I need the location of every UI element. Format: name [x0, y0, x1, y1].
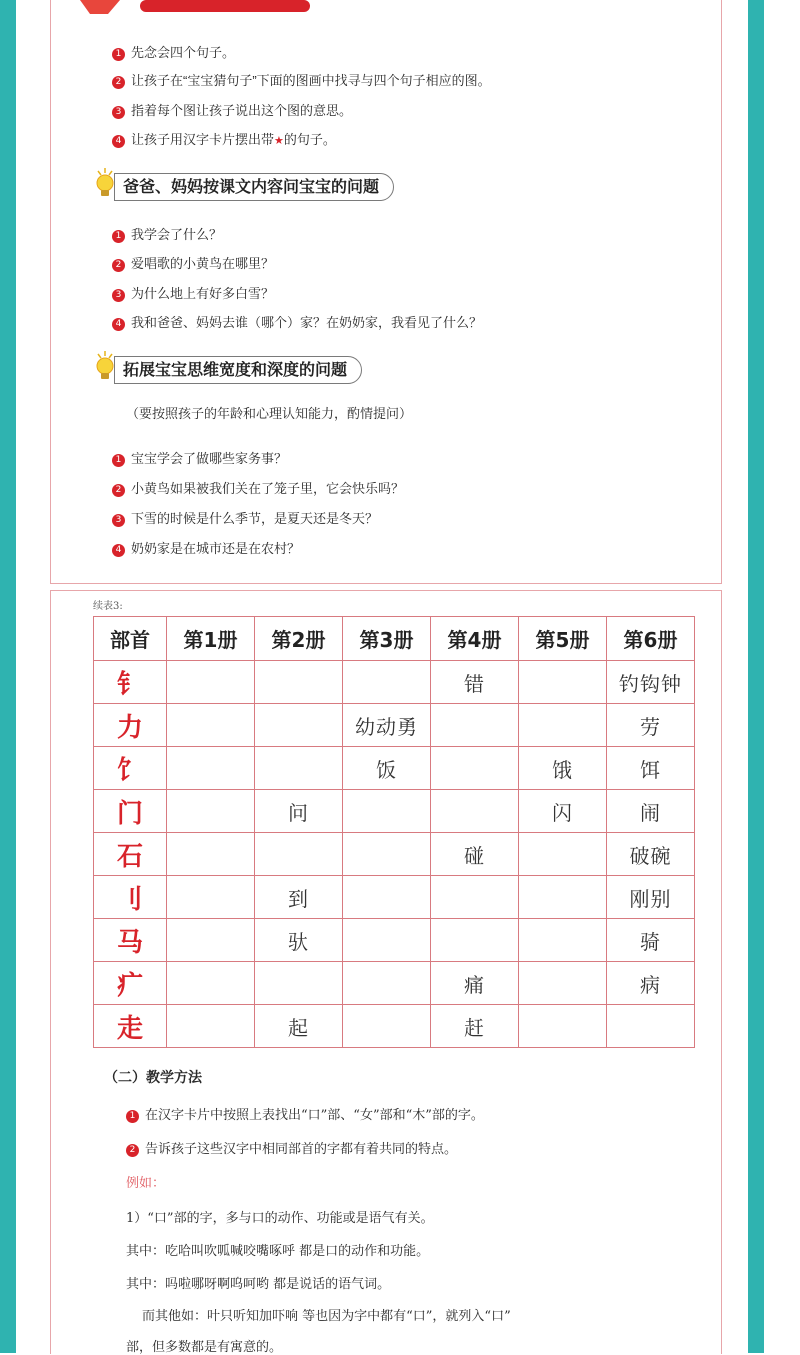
table-cell	[343, 919, 431, 962]
table-cell	[167, 962, 255, 1005]
table-row	[94, 1005, 695, 1048]
table-cell	[167, 790, 255, 833]
table-cell: 错	[431, 661, 519, 704]
table-cell	[343, 1005, 431, 1048]
table-cell	[519, 1005, 607, 1048]
table-cell	[519, 704, 607, 747]
table-cell: 赶	[431, 1005, 519, 1048]
table-cell: 驮	[255, 919, 343, 962]
table-cell	[431, 919, 519, 962]
list-item: 2 告诉孩子这些汉字中相同部首的字都有着共同的特点。	[126, 1138, 457, 1157]
table-cell: 劳	[607, 704, 695, 747]
table-row	[94, 747, 695, 790]
table-cell: 饿	[519, 747, 607, 790]
table-cell	[255, 962, 343, 1005]
table-header: 第3册	[343, 617, 431, 661]
number-badge: 4	[112, 135, 125, 148]
table-cell	[519, 661, 607, 704]
table-cell	[431, 747, 519, 790]
table-cell: 起	[255, 1005, 343, 1048]
number-badge: 2	[112, 259, 125, 272]
number-badge: 3	[112, 289, 125, 302]
table-cell	[167, 1005, 255, 1048]
table-cell: 饵	[607, 747, 695, 790]
table-cell	[167, 833, 255, 876]
radical-cell: 走	[94, 1005, 167, 1048]
table-cell: 饭	[343, 747, 431, 790]
list-item: 4 让孩子用汉字卡片摆出带★的句子。	[112, 129, 336, 148]
table-cell	[343, 876, 431, 919]
radical-cell: 钅	[94, 661, 167, 704]
table-row	[94, 876, 695, 919]
list-item: 3 指着每个图让孩子说出这个图的意思。	[112, 100, 352, 119]
table-cell: 碰	[431, 833, 519, 876]
table-cell	[255, 833, 343, 876]
star-icon: ★	[274, 135, 284, 147]
table-cell	[343, 962, 431, 1005]
table-cell: 幼动勇	[343, 704, 431, 747]
table-cell: 闪	[519, 790, 607, 833]
list-item: 1 先念会四个句子。	[112, 42, 235, 61]
number-badge: 4	[112, 544, 125, 557]
number-badge: 2	[126, 1144, 139, 1157]
number-badge: 1	[112, 48, 125, 61]
table-cell	[519, 833, 607, 876]
table-caption: 续表3:	[93, 601, 123, 612]
table-cell: 问	[255, 790, 343, 833]
table-row	[94, 833, 695, 876]
left-border-strip	[0, 0, 16, 1353]
table-cell	[167, 876, 255, 919]
table-cell: 病	[607, 962, 695, 1005]
table-cell: 骑	[607, 919, 695, 962]
table-header: 第4册	[431, 617, 519, 661]
radical-cell: 马	[94, 919, 167, 962]
example-label: 例如：	[126, 1176, 166, 1191]
table-cell: 刚别	[607, 876, 695, 919]
header-decoration-icon	[80, 0, 310, 18]
table-row	[94, 661, 695, 704]
table-header: 第6册	[607, 617, 695, 661]
number-badge: 3	[112, 514, 125, 527]
table-row	[94, 962, 695, 1005]
table-cell	[431, 790, 519, 833]
radical-table	[93, 616, 695, 1048]
table-row	[94, 704, 695, 747]
table-cell	[519, 876, 607, 919]
list-item: 3 下雪的时候是什么季节，是夏天还是冬天？	[112, 508, 378, 527]
example-line: 其中：吗啦哪呀啊呜呵哟 都是说话的语气词。	[126, 1277, 391, 1292]
table-cell	[343, 790, 431, 833]
table-cell	[167, 704, 255, 747]
table-cell	[167, 919, 255, 962]
number-badge: 2	[112, 76, 125, 89]
table-header: 部首	[94, 617, 167, 661]
section-title: 拓展宝宝思维宽度和深度的问题	[114, 356, 362, 384]
table-cell	[167, 747, 255, 790]
list-item: 2 小黄鸟如果被我们关在了笼子里，它会快乐吗？	[112, 478, 404, 497]
number-badge: 2	[112, 484, 125, 497]
number-badge: 3	[112, 106, 125, 119]
method-title: （二）教学方法	[104, 1070, 202, 1086]
radical-cell: 疒	[94, 962, 167, 1005]
number-badge: 1	[112, 230, 125, 243]
list-item: 4 我和爸爸、妈妈去谁（哪个）家？在奶奶家，我看见了什么？	[112, 312, 482, 331]
table-cell	[255, 661, 343, 704]
table-cell	[343, 833, 431, 876]
list-item: 1 在汉字卡片中按照上表找出“口”部、“女”部和“木”部的字。	[126, 1104, 484, 1123]
list-item: 1 宝宝学会了做哪些家务事？	[112, 448, 287, 467]
list-item: 1 我学会了什么？	[112, 224, 222, 243]
table-cell	[519, 919, 607, 962]
number-badge: 1	[126, 1110, 139, 1123]
table-cell: 闹	[607, 790, 695, 833]
radical-cell: 石	[94, 833, 167, 876]
table-row	[94, 790, 695, 833]
table-cell: 到	[255, 876, 343, 919]
table-cell	[343, 661, 431, 704]
radical-cell: 门	[94, 790, 167, 833]
list-item: 4 奶奶家是在城市还是在农村？	[112, 538, 300, 557]
table-cell: 钓钩钟	[607, 661, 695, 704]
table-cell: 痛	[431, 962, 519, 1005]
table-cell	[431, 704, 519, 747]
table-header: 第2册	[255, 617, 343, 661]
table-header: 第1册	[167, 617, 255, 661]
table-cell	[431, 876, 519, 919]
table-cell	[255, 704, 343, 747]
number-badge: 1	[112, 454, 125, 467]
list-item: 3 为什么地上有好多白雪？	[112, 283, 274, 302]
table-header-row	[94, 617, 695, 661]
table-cell: 破碗	[607, 833, 695, 876]
radical-cell: 刂	[94, 876, 167, 919]
section-note: （要按照孩子的年龄和心理认知能力，酌情提问）	[126, 407, 413, 422]
example-line: 而其他如：叶只听知加吓响 等也因为字中都有“口”，就列入“口”	[142, 1309, 511, 1324]
table-cell	[255, 747, 343, 790]
radical-cell: 饣	[94, 747, 167, 790]
table-header: 第5册	[519, 617, 607, 661]
table-cell	[607, 1005, 695, 1048]
example-line: 其中：吃哈叫吹呱喊咬嘴啄呼 都是口的动作和功能。	[126, 1244, 430, 1259]
section-title: 爸爸、妈妈按课文内容问宝宝的问题	[114, 173, 394, 201]
right-border-strip	[748, 0, 764, 1353]
list-item: 2 爱唱歌的小黄鸟在哪里？	[112, 253, 274, 272]
example-line: 1）“口”部的字，多与口的动作、功能或是语气有关。	[126, 1211, 434, 1226]
radical-cell: 力	[94, 704, 167, 747]
table-row	[94, 919, 695, 962]
list-item: 2 让孩子在“宝宝猜句子”下面的图画中找寻与四个句子相应的图。	[112, 70, 491, 89]
number-badge: 4	[112, 318, 125, 331]
example-line: 部，但多数都是有寓意的。	[126, 1340, 283, 1355]
table-cell	[519, 962, 607, 1005]
table-cell	[167, 661, 255, 704]
